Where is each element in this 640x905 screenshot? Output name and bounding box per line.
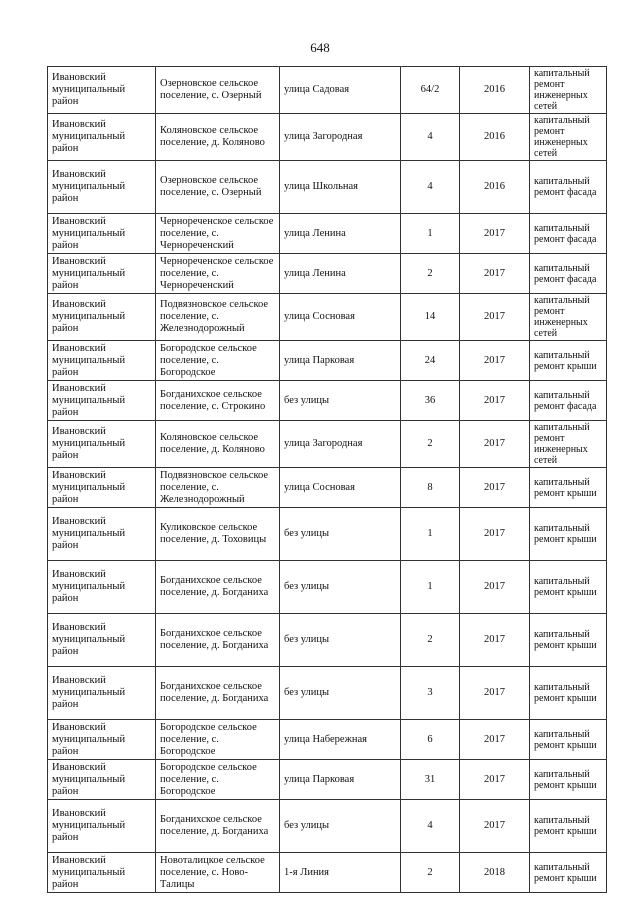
work-type-cell: капитальный ремонт крыши (530, 720, 607, 760)
house-number-cell: 4 (401, 161, 460, 214)
street-cell: без улицы (280, 508, 401, 561)
street-cell: без улицы (280, 667, 401, 720)
house-number-cell: 4 (401, 800, 460, 853)
settlement-cell: Коляновское сельское поселение, д. Коляново (156, 114, 280, 161)
year-cell: 2016 (460, 161, 530, 214)
table-row (48, 381, 607, 421)
street-cell: улица Парковая (280, 760, 401, 800)
district-cell: Ивановский муниципальный район (48, 114, 156, 161)
work-type-cell: капитальный ремонт крыши (530, 614, 607, 667)
settlement-cell: Озерновское сельское поселение, с. Озерный (156, 161, 280, 214)
district-cell: Ивановский муниципальный район (48, 760, 156, 800)
district-cell: Ивановский муниципальный район (48, 421, 156, 468)
table-body (48, 67, 607, 893)
year-cell: 2017 (460, 341, 530, 381)
settlement-cell: Озерновское сельское поселение, с. Озерный (156, 67, 280, 114)
work-type-cell: капитальный ремонт крыши (530, 508, 607, 561)
year-cell: 2017 (460, 508, 530, 561)
house-number-cell: 2 (401, 254, 460, 294)
settlement-cell: Богородское сельское поселение, с. Богородское (156, 760, 280, 800)
district-cell: Ивановский муниципальный район (48, 161, 156, 214)
settlement-cell: Богданихское сельское поселение, д. Богданиха (156, 561, 280, 614)
year-cell: 2016 (460, 114, 530, 161)
table-row (48, 614, 607, 667)
district-cell: Ивановский муниципальный район (48, 214, 156, 254)
year-cell: 2017 (460, 800, 530, 853)
work-type-cell: капитальный ремонт крыши (530, 667, 607, 720)
work-type-cell: капитальный ремонт крыши (530, 561, 607, 614)
table-row (48, 254, 607, 294)
year-cell: 2017 (460, 294, 530, 341)
district-cell: Ивановский муниципальный район (48, 667, 156, 720)
year-cell: 2017 (460, 381, 530, 421)
table-row (48, 421, 607, 468)
settlement-cell: Богданихское сельское поселение, д. Богданиха (156, 614, 280, 667)
work-type-cell: капитальный ремонт фасада (530, 254, 607, 294)
year-cell: 2017 (460, 614, 530, 667)
street-cell: без улицы (280, 614, 401, 667)
street-cell: улица Ленина (280, 214, 401, 254)
street-cell: без улицы (280, 381, 401, 421)
work-type-cell: капитальный ремонт крыши (530, 853, 607, 893)
house-number-cell: 2 (401, 614, 460, 667)
table-row (48, 800, 607, 853)
street-cell: улица Садовая (280, 67, 401, 114)
district-cell: Ивановский муниципальный район (48, 294, 156, 341)
street-cell: улица Сосновая (280, 294, 401, 341)
settlement-cell: Чернореченское сельское поселение, с. Чернореченский (156, 214, 280, 254)
work-type-cell: капитальный ремонт крыши (530, 341, 607, 381)
street-cell: 1-я Линия (280, 853, 401, 893)
street-cell: улица Школьная (280, 161, 401, 214)
house-number-cell: 14 (401, 294, 460, 341)
year-cell: 2017 (460, 760, 530, 800)
house-number-cell: 64/2 (401, 67, 460, 114)
district-cell: Ивановский муниципальный район (48, 381, 156, 421)
settlement-cell: Богородское сельское поселение, с. Богородское (156, 341, 280, 381)
table-row (48, 114, 607, 161)
year-cell: 2017 (460, 468, 530, 508)
street-cell: улица Набережная (280, 720, 401, 760)
district-cell: Ивановский муниципальный район (48, 67, 156, 114)
year-cell: 2018 (460, 853, 530, 893)
house-number-cell: 1 (401, 561, 460, 614)
house-number-cell: 24 (401, 341, 460, 381)
district-cell: Ивановский муниципальный район (48, 614, 156, 667)
house-number-cell: 1 (401, 508, 460, 561)
table-row (48, 508, 607, 561)
house-number-cell: 2 (401, 421, 460, 468)
table-row (48, 294, 607, 341)
table-row (48, 67, 607, 114)
work-type-cell: капитальный ремонт крыши (530, 760, 607, 800)
house-number-cell: 3 (401, 667, 460, 720)
street-cell: улица Сосновая (280, 468, 401, 508)
settlement-cell: Богданихское сельское поселение, д. Богданиха (156, 800, 280, 853)
district-cell: Ивановский муниципальный район (48, 800, 156, 853)
year-cell: 2017 (460, 254, 530, 294)
work-type-cell: капитальный ремонт крыши (530, 800, 607, 853)
house-number-cell: 2 (401, 853, 460, 893)
work-type-cell: капитальный ремонт инженерных сетей (530, 67, 607, 114)
house-number-cell: 4 (401, 114, 460, 161)
table-row (48, 161, 607, 214)
repair-registry-table (47, 66, 607, 893)
table-row (48, 468, 607, 508)
settlement-cell: Куликовское сельское поселение, д. Тоховицы (156, 508, 280, 561)
work-type-cell: капитальный ремонт инженерных сетей (530, 114, 607, 161)
settlement-cell: Подвязновское сельское поселение, с. Железнодорожный (156, 468, 280, 508)
district-cell: Ивановский муниципальный район (48, 468, 156, 508)
settlement-cell: Новоталицкое сельское поселение, с. Ново-Талицы (156, 853, 280, 893)
table-row (48, 561, 607, 614)
work-type-cell: капитальный ремонт инженерных сетей (530, 421, 607, 468)
district-cell: Ивановский муниципальный район (48, 720, 156, 760)
year-cell: 2017 (460, 720, 530, 760)
work-type-cell: капитальный ремонт крыши (530, 468, 607, 508)
settlement-cell: Подвязновское сельское поселение, с. Железнодорожный (156, 294, 280, 341)
district-cell: Ивановский муниципальный район (48, 341, 156, 381)
year-cell: 2016 (460, 67, 530, 114)
work-type-cell: капитальный ремонт фасада (530, 381, 607, 421)
year-cell: 2017 (460, 667, 530, 720)
house-number-cell: 36 (401, 381, 460, 421)
street-cell: улица Ленина (280, 254, 401, 294)
work-type-cell: капитальный ремонт инженерных сетей (530, 294, 607, 341)
street-cell: без улицы (280, 561, 401, 614)
house-number-cell: 1 (401, 214, 460, 254)
settlement-cell: Коляновское сельское поселение, д. Коляново (156, 421, 280, 468)
work-type-cell: капитальный ремонт фасада (530, 214, 607, 254)
work-type-cell: капитальный ремонт фасада (530, 161, 607, 214)
house-number-cell: 8 (401, 468, 460, 508)
year-cell: 2017 (460, 561, 530, 614)
district-cell: Ивановский муниципальный район (48, 254, 156, 294)
table-row (48, 720, 607, 760)
settlement-cell: Богданихское сельское поселение, с. Строкино (156, 381, 280, 421)
district-cell: Ивановский муниципальный район (48, 853, 156, 893)
table-row (48, 853, 607, 893)
table-row (48, 214, 607, 254)
year-cell: 2017 (460, 214, 530, 254)
district-cell: Ивановский муниципальный район (48, 508, 156, 561)
settlement-cell: Богданихское сельское поселение, д. Богданиха (156, 667, 280, 720)
house-number-cell: 31 (401, 760, 460, 800)
settlement-cell: Богородское сельское поселение, с. Богородское (156, 720, 280, 760)
street-cell: без улицы (280, 800, 401, 853)
street-cell: улица Загородная (280, 114, 401, 161)
table-row (48, 667, 607, 720)
table-row (48, 760, 607, 800)
street-cell: улица Загородная (280, 421, 401, 468)
street-cell: улица Парковая (280, 341, 401, 381)
settlement-cell: Чернореченское сельское поселение, с. Чернореченский (156, 254, 280, 294)
house-number-cell: 6 (401, 720, 460, 760)
district-cell: Ивановский муниципальный район (48, 561, 156, 614)
year-cell: 2017 (460, 421, 530, 468)
page-number: 648 (310, 40, 330, 55)
table-row (48, 341, 607, 381)
